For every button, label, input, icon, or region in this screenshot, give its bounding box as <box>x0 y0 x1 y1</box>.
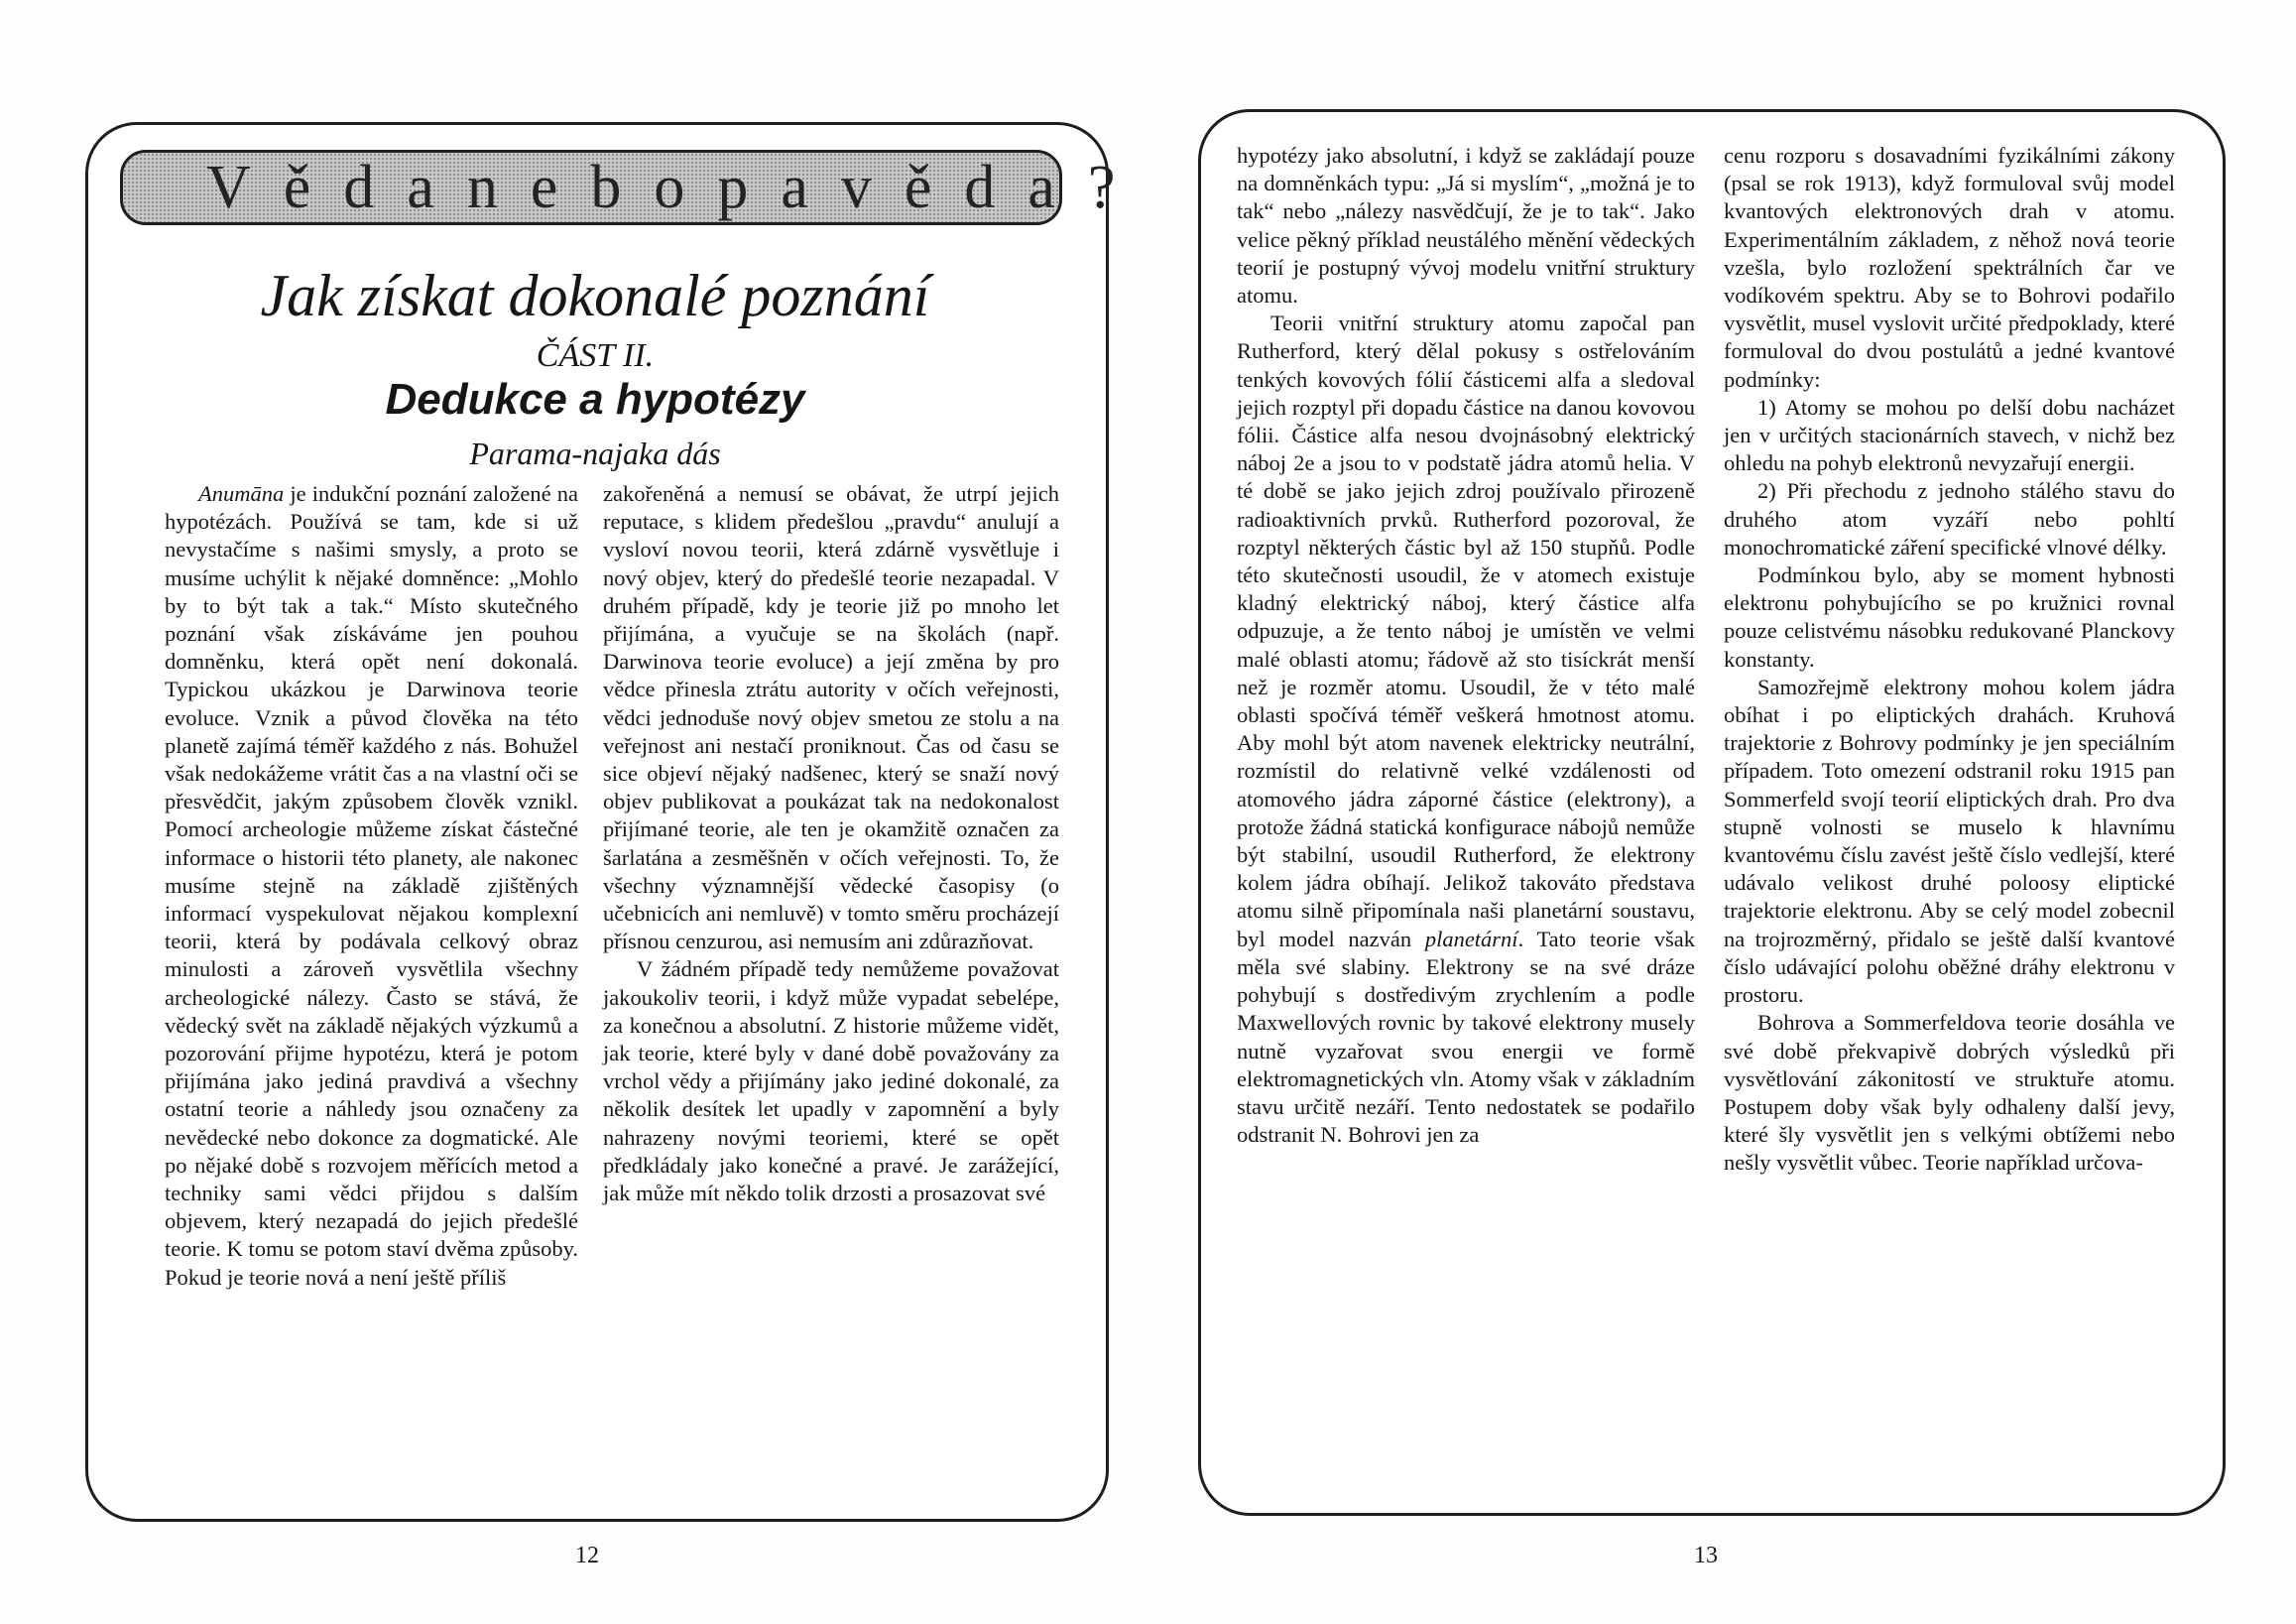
page-number-left: 12 <box>575 1543 599 1568</box>
paragraph: Samozřejmě elektrony mohou kolem jádra obíhat i po eliptických drahách. Kruhová trajektorie z Bohrovy podmínky je jen speciálním případem. Toto omezení odstranil roku 1915 pan Sommerfeld svojí teorií eliptických drah. Pro dva stupně volnosti se muselo k hlavnímu kvantovému číslu zavést ještě číslo vedlejší, které udávalo velikost druhé poloosy eliptické trajektorie elektronu. Aby se celý model zobecnil na trojrozměrný, přidalo se ještě další kvantové číslo udávající polohu oběžné dráhy elektronu v prostoru. <box>1724 674 2175 1008</box>
paragraph <box>1237 310 1695 1149</box>
page-number-right: 13 <box>1694 1543 1718 1568</box>
paragraph: hypotézy jako absolutní, i když se zakládají pouze na domněnkách typu: „Já si myslím“, „možná je to tak“ nebo „nálezy nasvědčují, že je to tak“. Jako velice pěkný příklad neustálého měnění vědeckých teorií je postupný vývoj modelu vnitřní struktury atomu. <box>1237 143 1695 309</box>
paragraph: Podmínkou bylo, aby se moment hybnosti elektronu pohybujícího se po kružnici rovnal pouze celistvému násobku redukované Planckovy konstanty. <box>1724 562 2175 672</box>
text-column-2 <box>603 480 1059 1207</box>
series-banner-text <box>206 154 1148 221</box>
text-column-1 <box>165 480 578 1292</box>
paragraph-text: Teorii vnitřní struktury atomu započal pan Rutherford, který dělal pokusy s ostřelováním tenkých kovových fólií částicemi alfa a sledoval jejich rozptyl při dopadu částice na danou kovovou fólii. Částice alfa nesou dvojnásobný elektrický náboj 2e a jsou to v podstatě jádra atomů helia. V té době se jako jejich zdroj používalo přirozeně radioaktivních prvků. Rutherford pozoroval, že rozptyl některých částic byl až 150 stupňů. Podle této skutečnosti usoudil, že v atomech existuje kladný elektrický náboj, který částice alfa odpuzuje, a že tento náboj je umístěn ve velmi malé oblasti atomu; řádově až sto tisíckrát menší než je rozměr atomu. Usoudil, že v této malé oblasti spočívá téměř veškerá hmotnost atomu. Aby mohl být atom navenek elektricky neutrální, rozmístil do relativně velké vzdálenosti od atomového jádra záporné částice (elektrony), a protože žádná statická konfigurace nábojů nemůže být stabilní, usoudil Rutherford, že elektrony kolem jádra obíhají. Jelikož takováto představa atomu silně připomínala naši planetární soustavu, byl model nazván <box>1237 311 1695 951</box>
paragraph <box>165 480 578 1292</box>
paragraph: Bohrova a Sommerfeldova teorie dosáhla ve své době překvapivě dobrých výsledků při vysvětlování zákonitostí ve struktuře atomu. Postupem doby však byly odhaleny další jevy, které šly vysvětlit jen s velkými obtížemi nebo nešly vysvětlit vůbec. Teorie například určova- <box>1724 1010 2175 1176</box>
author-name: Parama-najaka dás <box>469 436 721 471</box>
postulate-2: 2) Při přechodu z jednoho stálého stavu do druhého atom vyzáří nebo pohltí monochromatické záření specifické vlnové délky. <box>1724 478 2175 560</box>
paragraph: cenu rozporu s dosavadními fyzikálními zákony (psal se rok 1913), když formuloval svůj model kvantových elektronových drah v atomu. Experimentálním základem, z něhož nová teorie vzešla, bylo rozložení spektrálních čar ve vodíkovém spektru. Aby se to Bohrovi podařilo vysvětlit, musel vyslovit určité předpoklady, které formuloval do dvou postulátů a jedné kvantové podmínky: <box>1724 143 2175 392</box>
text-column-4 <box>1724 142 2175 1178</box>
banner-word-2: nebo <box>466 154 718 221</box>
series-banner <box>120 150 1148 225</box>
banner-word-1: Věda <box>206 154 467 221</box>
part-label: ČÁST II. <box>536 337 655 374</box>
article-title: Jak získat dokonalé poznání <box>260 263 930 328</box>
paragraph: zakořeněná a nemusí se obávat, že utrpí jejich reputace, s klidem předešlou „pravdu“ anulují a vysloví novou teorii, která zdárně vysvětluje i nový objev, který do předešlé teorie nezapadal. V druhém případě, kdy je teorie již po mnoho let přijímána, a vyučuje se na školách (např. Darwinova teorie evoluce) a její změna by pro vědce přinesla ztrátu autority v očích veřejnosti, vědci jednoduše nový objev smetou ze stolu a na veřejnost ani nestačí proniknout. Čas od času se sice objeví nějaký nadšenec, který se snaží nový objev publikovat a poukázat tak na nedokonalost přijímané teorie, ale ten je okamžitě označen za šarlatána a zesměšněn v očích veřejnosti. To, že všechny významnější vědecké časopisy (o učebnicích ani nemluvě) v tomto směru procházejí přísnou cenzurou, asi nemusím ani zdůrazňovat. <box>603 481 1059 954</box>
paragraph: V žádném případě tedy nemůžeme považovat jakoukoliv teorii, i když může vypadat sebelépe, za konečnou a absolutní. Z historie můžeme vidět, jak teorie, které byly v dané době považovány za vrchol vědy a přijímány jako jediné dokonalé, za několik desítek let upadly v zapomnění a byly nahrazeny novými teoriemi, které se opět předkládaly jako konečné a pravé. Je zarážející, jak může mít někdo tolik drzosti a prosazovat své <box>603 956 1059 1206</box>
emphasis-term: planetární <box>1424 926 1518 951</box>
paragraph-text: je indukční poznání založené na hypotézách. Používá se tam, kde si už nevystačíme s našimi smysly, a proto se musíme uchýlit k nějaké domněnce: „Mohlo by to být tak a tak.“ Místo skutečného poznání však získáváme jen pouhou domněnku, která opět není dokonalá. Typickou ukázkou je Darwinova teorie evoluce. Vznik a původ člověka na této planetě zajímá téměř každého z nás. Bohužel však nedokážeme vrátit čas a na vlastní oči se přesvědčit, jakým způsobem člověk vznikl. Pomocí archeologie můžeme získat částečné informace o historii této planety, ale nakonec musíme stejně na základě zjištěných informací vyspekulovat nějakou komplexní teorii, která by podávala celkový obraz minulosti a zároveň vysvětlila všechny archeologické nálezy. Často se stává, že vědecký svět na základě nějakých výzkumů a pozorování přijme hypotézu, která je potom přijímána jako jediná pravdivá a všechny ostatní teorie a náhledy jsou označeny za nevědecké nebo dokonce za dogmatické. Ale po nějaké době s rozvojem měřících metod a techniky sami vědci přijdou s dalším objevem, který nezapadá do jejich předešlé teorie. K tomu se potom staví dvěma způsoby. Pokud je teorie nová a není ještě příliš <box>165 481 578 1290</box>
postulate-1: 1) Atomy se mohou po delší dobu nacházet jen v určitých stacionárních stavech, v nichž bez ohledu na pohyb elektronů nevyzařují energii. <box>1724 394 2175 476</box>
paragraph-text: . Tato teorie však měla své slabiny. Elektrony se na své dráze pohybují s dostředivým zrychlením a podle Maxwellových rovnic by takové elektrony musely nutně vyzařovat svou energii ve formě elektromagnetických vln. Atomy však v základním stavu určitě nezáří. Tento nedostatek se podařilo odstranit N. Bohrovi jen za <box>1237 926 1696 1148</box>
article-subtitle: Dedukce a hypotézy <box>385 375 805 424</box>
text-column-3 <box>1237 142 1695 1149</box>
lead-term: Anumāna <box>198 481 285 506</box>
banner-word-3: pavěda? <box>717 154 1148 221</box>
